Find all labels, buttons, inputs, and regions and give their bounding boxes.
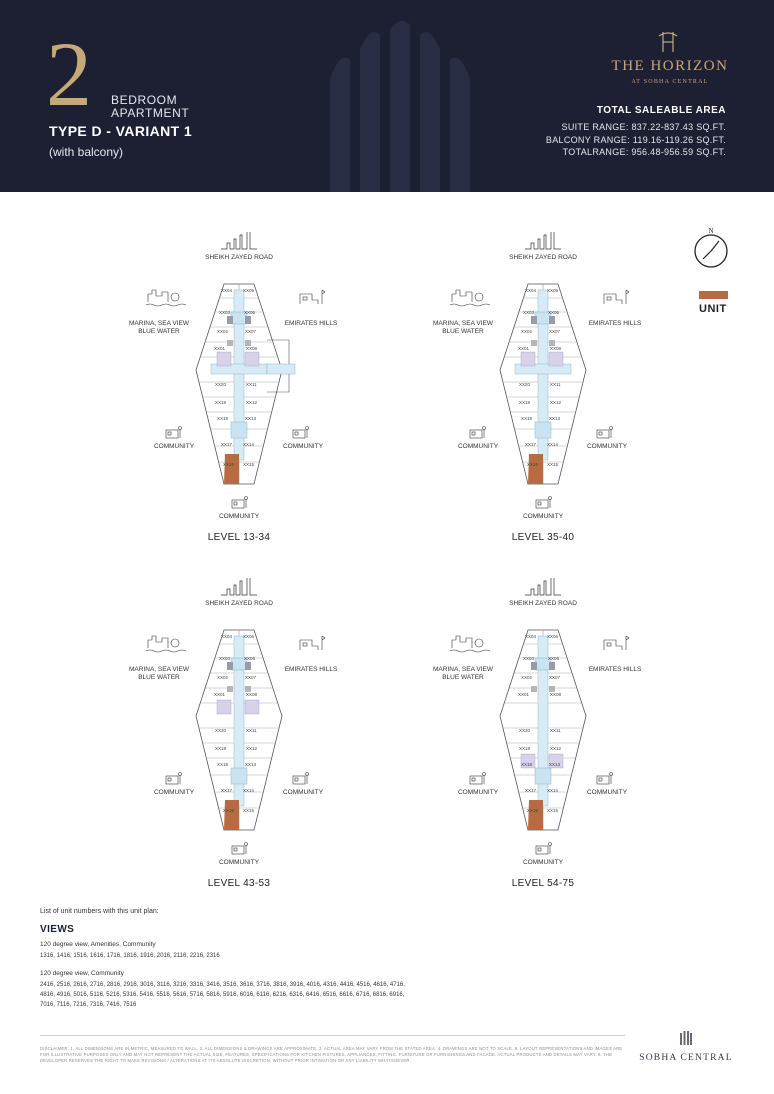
unit-cell-label: XX15 bbox=[547, 808, 559, 813]
blue-water-label: BLUE WATER bbox=[442, 674, 484, 681]
level-label: LEVEL 54-75 bbox=[511, 878, 575, 889]
community-icon bbox=[293, 773, 309, 785]
horizon-logo-icon bbox=[656, 30, 680, 54]
marina-icon bbox=[450, 636, 490, 652]
unit-cell-label: XX07 bbox=[549, 329, 561, 334]
unit-cell-label: XX02 bbox=[521, 329, 533, 334]
unit-cell-label: XX05 bbox=[547, 288, 559, 293]
unit-cell-label: XX19 bbox=[215, 400, 227, 405]
marina-label: MARINA, SEA VIEW bbox=[433, 320, 493, 327]
unit-cell-label: XX20 bbox=[519, 382, 531, 387]
unit-cell-label: XX02 bbox=[217, 329, 229, 334]
total-range: TOTALRANGE: 956.48-956.59 SQ.FT. bbox=[562, 147, 726, 157]
unit-cell-label: XX12 bbox=[246, 746, 258, 751]
level-label: LEVEL 43-53 bbox=[207, 878, 271, 889]
unit-cell-label: XX07 bbox=[245, 675, 257, 680]
marina-icon bbox=[146, 636, 186, 652]
unit-cell-label: XX19 bbox=[215, 746, 227, 751]
community-label: COMMUNITY bbox=[522, 513, 564, 520]
skyline-icon bbox=[221, 578, 257, 595]
unit-cell-label: XX07 bbox=[245, 329, 257, 334]
unit-cell-label: XX13 bbox=[549, 416, 561, 421]
disclaimer: DISCLAIMER: 1. ALL DIMENSIONS ARE IN METRIC, MEASURED TO WALL. 2. ALL DIMENSIONS & DRAWINGS ARE APPROXIMATE. 3. ACTUAL AREA MAY VARY FROM THE STATED AREA. 4. DRAWINGS ARE NOT TO SCALE. 5. LAYOUT REPRESENTATIONS AND IMAGES ARE FOR ILLUSTRATIVE PURPOSES ONLY AND MAY NOT REPRESENT THE ACTUAL SIZE, FEATURES, SPECIFICATIONS FOR KITCHEN FIXTURES, APPLIANCES, FITTING, FURNITURE OR FURNISHINGS AND FACADE. ACTUAL PRODUCTS AND DETAILS MAY VARY. 6. THE DEVELOPER RESERVES THE RIGHT TO MAKE REVISIONS / ALTERATIONS AT ITS ABSOLUTE DISCRETION, WITHOUT PRIOR INTIMATION OR ANY LIABILITY WHATSOEVER. bbox=[40, 1046, 623, 1063]
unit-cell-label: XX01 bbox=[214, 692, 226, 697]
legend-label: UNIT bbox=[699, 303, 727, 315]
unit-cell-label: XX11 bbox=[246, 382, 257, 387]
unit-cell-label: XX18 bbox=[521, 416, 533, 421]
unit-cell-label: XX06 bbox=[244, 656, 256, 661]
unit-cell-label: XX17 bbox=[221, 788, 233, 793]
unit-cell-label: XX08 bbox=[550, 692, 562, 697]
villa-icon bbox=[300, 636, 325, 650]
footer-brand: SOBHA CENTRAL bbox=[639, 1053, 733, 1063]
unit-cell-label: XX05 bbox=[243, 288, 255, 293]
group2-units-line3: 7016, 7116, 7216, 7316, 7416, 7516 bbox=[40, 1002, 137, 1008]
floor-plan bbox=[426, 578, 706, 898]
blue-water-label: BLUE WATER bbox=[442, 328, 484, 335]
unit-cell-label: XX18 bbox=[521, 762, 533, 767]
community-icon bbox=[536, 497, 552, 509]
unit-cell-label: XX14 bbox=[547, 442, 559, 447]
marina-label: MARINA, SEA VIEW bbox=[433, 666, 493, 673]
group2-units-line1: 2416, 2516, 2616, 2716, 2816, 2916, 3016, 3116, 3216, 3316, 3416, 3516, 3616, 3716, 3816, 3916, 4016, 4316, 4416, 4516, 4616, 4716, bbox=[40, 982, 405, 988]
community-label: COMMUNITY bbox=[218, 859, 260, 866]
unit-cell-label: XX07 bbox=[549, 675, 561, 680]
unit-cell-label: XX03 bbox=[523, 310, 535, 315]
blue-water-label: BLUE WATER bbox=[138, 328, 180, 335]
unit-cell-label: XX19 bbox=[519, 746, 531, 751]
unit-cell-label: XX13 bbox=[245, 416, 257, 421]
unit-cell-label: XX14 bbox=[243, 442, 255, 447]
area-summary bbox=[546, 105, 726, 159]
unit-cell-label: XX02 bbox=[521, 675, 533, 680]
villa-icon bbox=[300, 290, 325, 304]
community-label: COMMUNITY bbox=[153, 789, 195, 796]
unit-cell-label: XX17 bbox=[525, 788, 537, 793]
marina-label: MARINA, SEA VIEW bbox=[129, 320, 189, 327]
unit-cell-label: XX04 bbox=[221, 288, 233, 293]
unit-cell-label: XX15 bbox=[547, 462, 559, 467]
unit-cell-label: XX08 bbox=[246, 346, 258, 351]
unit-cell-label: XX12 bbox=[550, 746, 562, 751]
unit-cell-label: XX11 bbox=[550, 728, 561, 733]
floor-plan bbox=[426, 232, 706, 552]
unit-cell-label: XX03 bbox=[523, 656, 535, 661]
unit-cell-label: XX08 bbox=[550, 346, 562, 351]
community-icon bbox=[470, 773, 486, 785]
unit-cell-label: XX17 bbox=[525, 442, 537, 447]
villa-icon bbox=[604, 290, 629, 304]
unit-cell-label: XX04 bbox=[525, 288, 537, 293]
community-label: COMMUNITY bbox=[282, 789, 324, 796]
community-icon bbox=[597, 427, 613, 439]
unit-cell-label: XX13 bbox=[549, 762, 561, 767]
unit-cell-label: XX16 bbox=[223, 462, 235, 467]
bedroom-count: 2 bbox=[46, 23, 92, 125]
suite-range: SUITE RANGE: 837.22-837.43 SQ.FT. bbox=[561, 122, 726, 132]
skyline-icon bbox=[525, 578, 561, 595]
unit-cell-label: XX06 bbox=[548, 310, 560, 315]
unit-cell-label: XX03 bbox=[219, 656, 231, 661]
unit-cell-label: XX16 bbox=[527, 808, 539, 813]
community-label: COMMUNITY bbox=[282, 443, 324, 450]
floor-plan-drawing bbox=[122, 578, 402, 898]
unit-cell-label: XX20 bbox=[215, 728, 227, 733]
community-icon bbox=[166, 427, 182, 439]
level-label: LEVEL 13-34 bbox=[207, 532, 271, 543]
community-icon bbox=[293, 427, 309, 439]
unit-cell-label: XX01 bbox=[214, 346, 226, 351]
unit-list bbox=[40, 908, 680, 1019]
unit-cell-label: XX06 bbox=[548, 656, 560, 661]
marina-icon bbox=[450, 290, 490, 306]
unit-cell-label: XX12 bbox=[550, 400, 562, 405]
community-icon bbox=[232, 843, 248, 855]
floor-plan bbox=[122, 578, 402, 898]
unit-cell-label: XX17 bbox=[221, 442, 233, 447]
balcony-range: BALCONY RANGE: 119.16-119.26 SQ.FT. bbox=[545, 134, 726, 145]
group1-heading: 120 degree view, Amenities, Community bbox=[40, 941, 156, 948]
group2-heading: 120 degree view, Community bbox=[40, 970, 124, 977]
unit-cell-label: XX05 bbox=[243, 634, 255, 639]
community-icon bbox=[470, 427, 486, 439]
group2-units-line2: 4816, 4916, 5016, 5116, 5216, 5316, 5416, 5516, 5616, 5716, 5816, 5916, 6016, 6116, 6216, 6316, 6416, 6516, 6616, 6716, 6816, 6916, bbox=[40, 992, 405, 998]
emirates-hills-label: EMIRATES HILLS bbox=[284, 666, 338, 673]
community-icon bbox=[536, 843, 552, 855]
community-icon bbox=[166, 773, 182, 785]
unit-cell-label: XX05 bbox=[547, 634, 559, 639]
unit-cell-label: XX20 bbox=[215, 382, 227, 387]
type-subtitle: (with balcony) bbox=[49, 145, 124, 159]
floor-plan bbox=[122, 232, 402, 552]
unit-cell-label: XX15 bbox=[243, 808, 255, 813]
floor-plan-drawing bbox=[122, 232, 402, 552]
floor-plan-drawing bbox=[426, 232, 706, 552]
page-header bbox=[0, 0, 774, 192]
blue-water-label: BLUE WATER bbox=[138, 674, 180, 681]
floor-plan-drawing bbox=[426, 578, 706, 898]
area-title: TOTAL SALEABLE AREA bbox=[596, 105, 726, 116]
unit-cell-label: XX18 bbox=[217, 762, 229, 767]
unit-cell-label: XX03 bbox=[219, 310, 231, 315]
unit-cell-label: XX14 bbox=[243, 788, 255, 793]
sobha-logo-icon bbox=[679, 1030, 693, 1046]
skyline-icon bbox=[221, 232, 257, 249]
unit-cell-label: XX19 bbox=[519, 400, 531, 405]
villa-icon bbox=[604, 636, 629, 650]
unit-cell-label: XX13 bbox=[245, 762, 257, 767]
emirates-hills-label: EMIRATES HILLS bbox=[588, 320, 642, 327]
unit-cell-label: XX16 bbox=[223, 808, 235, 813]
unit-cell-label: XX04 bbox=[525, 634, 537, 639]
unit-cell-label: XX02 bbox=[217, 675, 229, 680]
community-label: COMMUNITY bbox=[218, 513, 260, 520]
level-label: LEVEL 35-40 bbox=[511, 532, 575, 543]
unit-cell-label: XX01 bbox=[518, 692, 530, 697]
community-icon bbox=[597, 773, 613, 785]
emirates-hills-label: EMIRATES HILLS bbox=[284, 320, 338, 327]
views-title: VIEWS bbox=[40, 924, 75, 935]
brand-subtitle: AT SOBHA CENTRAL bbox=[631, 79, 709, 85]
unit-cell-label: XX11 bbox=[246, 728, 257, 733]
type-title: TYPE D - VARIANT 1 bbox=[49, 123, 193, 139]
marina-label: MARINA, SEA VIEW bbox=[129, 666, 189, 673]
unit-cell-label: XX18 bbox=[217, 416, 229, 421]
apartment-label: APARTMENT bbox=[111, 106, 190, 120]
unit-cell-label: XX12 bbox=[246, 400, 258, 405]
unit-cell-label: XX06 bbox=[244, 310, 256, 315]
road-label: SHEIKH ZAYED ROAD bbox=[205, 600, 273, 607]
community-label: COMMUNITY bbox=[153, 443, 195, 450]
unit-cell-label: XX08 bbox=[246, 692, 258, 697]
road-label: SHEIKH ZAYED ROAD bbox=[509, 600, 577, 607]
list-intro: List of unit numbers with this unit plan: bbox=[40, 908, 159, 915]
community-label: COMMUNITY bbox=[586, 443, 628, 450]
footer-divider bbox=[40, 1035, 625, 1036]
unit-cell-label: XX04 bbox=[221, 634, 233, 639]
group1-units: 1316, 1416, 1516, 1616, 1716, 1816, 1916, 2016, 2116, 2216, 2316 bbox=[40, 953, 220, 959]
skyline-icon bbox=[525, 232, 561, 249]
bedroom-label: BEDROOM bbox=[111, 93, 178, 107]
road-label: SHEIKH ZAYED ROAD bbox=[509, 254, 577, 261]
marina-icon bbox=[146, 290, 186, 306]
community-icon bbox=[232, 497, 248, 509]
road-label: SHEIKH ZAYED ROAD bbox=[205, 254, 273, 261]
compass-north-label: N bbox=[708, 227, 714, 235]
community-label: COMMUNITY bbox=[586, 789, 628, 796]
community-label: COMMUNITY bbox=[457, 789, 499, 796]
unit-cell-label: XX11 bbox=[550, 382, 561, 387]
unit-cell-label: XX20 bbox=[519, 728, 531, 733]
community-label: COMMUNITY bbox=[457, 443, 499, 450]
decorative-stripes bbox=[300, 20, 500, 192]
brand-name: THE HORIZON bbox=[611, 58, 729, 74]
community-label: COMMUNITY bbox=[522, 859, 564, 866]
emirates-hills-label: EMIRATES HILLS bbox=[588, 666, 642, 673]
unit-cell-label: XX15 bbox=[243, 462, 255, 467]
unit-cell-label: XX01 bbox=[518, 346, 530, 351]
unit-cell-label: XX14 bbox=[547, 788, 559, 793]
unit-cell-label: XX16 bbox=[527, 462, 539, 467]
